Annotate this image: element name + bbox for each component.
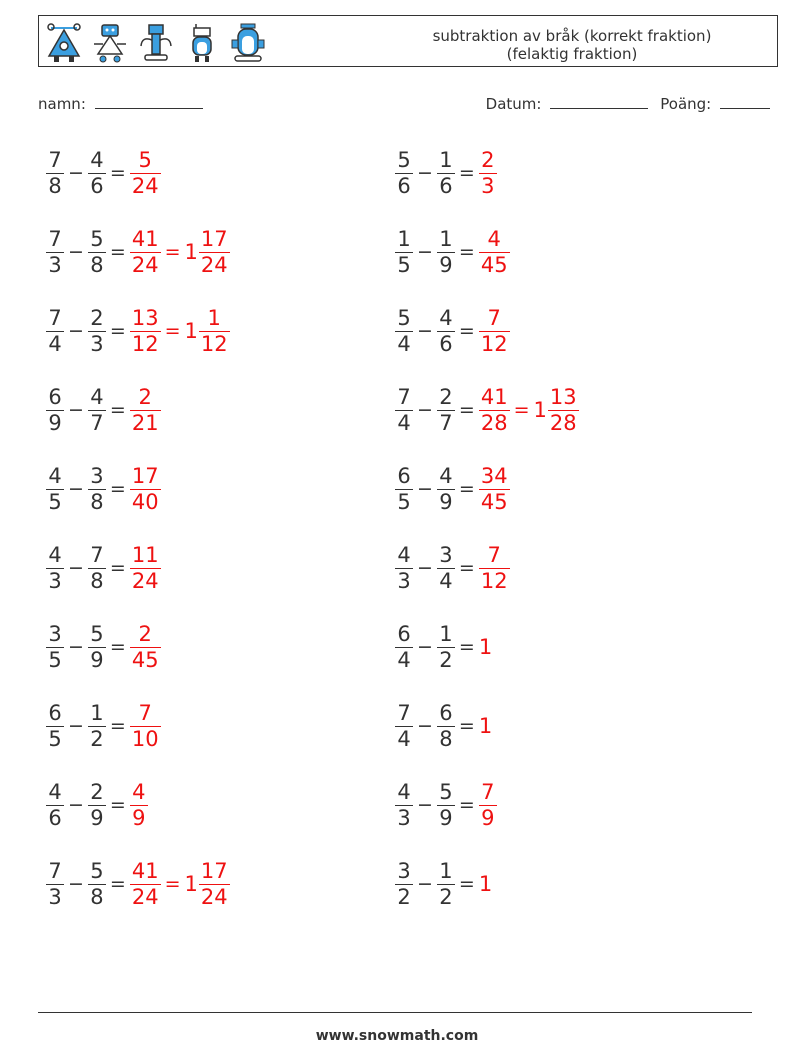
subtrahend-fraction-numerator: 2 — [90, 305, 104, 330]
minuend-fraction-numerator: 7 — [48, 305, 62, 330]
minuend-fraction-denominator: 3 — [48, 568, 62, 593]
subtrahend-fraction-denominator: 8 — [90, 884, 104, 909]
subtrahend-fraction-denominator: 2 — [439, 647, 453, 672]
subtrahend-fraction-numerator: 2 — [90, 779, 104, 804]
minuend-fraction-numerator: 4 — [48, 542, 62, 567]
answer-fraction-numerator: 2 — [481, 147, 495, 172]
minuend-fraction-numerator: 6 — [48, 700, 62, 725]
answer-fraction — [479, 543, 510, 594]
subtrahend-fraction — [437, 859, 455, 910]
answer-equals-sign: = — [164, 873, 181, 895]
mixed-fraction-part-numerator: 17 — [200, 858, 228, 883]
equals-sign: = — [109, 636, 126, 658]
subtrahend-fraction — [88, 227, 106, 278]
subtrahend-fraction-numerator: 5 — [90, 621, 104, 646]
answer-fraction-numerator: 13 — [131, 305, 159, 330]
answer-fraction — [479, 385, 510, 436]
minuend-fraction-denominator: 9 — [48, 410, 62, 435]
answer-whole: 1 — [478, 635, 493, 659]
answer-fraction — [130, 543, 161, 594]
minuend-fraction-denominator: 4 — [397, 647, 411, 672]
problem-item — [395, 143, 497, 203]
subtrahend-fraction-denominator: 9 — [90, 647, 104, 672]
minuend-fraction — [395, 148, 413, 199]
equals-sign: = — [109, 399, 126, 421]
subtrahend-fraction — [88, 464, 106, 515]
subtrahend-fraction-denominator: 9 — [439, 489, 453, 514]
answer-fraction-denominator: 45 — [480, 489, 508, 514]
minuend-fraction-numerator: 4 — [397, 542, 411, 567]
answer-fraction — [130, 859, 161, 910]
subtrahend-fraction-denominator: 9 — [439, 805, 453, 830]
subtrahend-fraction-denominator: 9 — [90, 805, 104, 830]
subtrahend-fraction-numerator: 5 — [90, 858, 104, 883]
problem-item — [46, 617, 161, 677]
answer-fraction-denominator: 24 — [131, 884, 159, 909]
answer-equals-sign: = — [164, 320, 181, 342]
subtrahend-fraction-numerator: 1 — [439, 226, 453, 251]
minuend-fraction — [395, 227, 413, 278]
minuend-fraction-numerator: 3 — [48, 621, 62, 646]
score-label: Poäng: — [660, 95, 712, 113]
mixed-number-answer — [185, 306, 230, 357]
subtrahend-fraction — [437, 622, 455, 673]
equals-sign: = — [109, 557, 126, 579]
subtrahend-fraction-denominator: 7 — [90, 410, 104, 435]
minuend-fraction-numerator: 5 — [397, 147, 411, 172]
robot-icon — [183, 22, 221, 64]
minus-sign: − — [68, 320, 84, 342]
date-blank[interactable] — [550, 94, 648, 109]
answer-fraction-numerator: 5 — [138, 147, 152, 172]
mixed-number-answer — [534, 385, 579, 436]
mixed-fraction-part-denominator: 24 — [200, 252, 228, 277]
answer-fraction-denominator: 24 — [131, 568, 159, 593]
answer-fraction-numerator: 2 — [138, 384, 152, 409]
problem-item — [46, 696, 161, 756]
mixed-number-answer — [185, 227, 230, 278]
minuend-fraction-denominator: 4 — [48, 331, 62, 356]
answer-fraction-denominator: 10 — [131, 726, 159, 751]
mixed-fraction-part-denominator: 12 — [200, 331, 228, 356]
equals-sign: = — [109, 794, 126, 816]
robot-icon — [45, 22, 83, 64]
minuend-fraction-denominator: 4 — [397, 410, 411, 435]
mixed-fraction-part-numerator: 17 — [200, 226, 228, 251]
minuend-fraction — [395, 780, 413, 831]
equals-sign: = — [458, 399, 475, 421]
subtrahend-fraction — [88, 780, 106, 831]
minuend-fraction-numerator: 7 — [48, 858, 62, 883]
subtrahend-fraction-denominator: 8 — [90, 568, 104, 593]
equals-sign: = — [109, 162, 126, 184]
minuend-fraction-numerator: 7 — [48, 226, 62, 251]
minuend-fraction-denominator: 2 — [397, 884, 411, 909]
problem-item — [46, 301, 230, 361]
subtrahend-fraction — [88, 701, 106, 752]
problem-item — [395, 617, 492, 677]
minuend-fraction — [46, 148, 64, 199]
subtrahend-fraction-denominator: 3 — [90, 331, 104, 356]
answer-fraction-denominator: 45 — [131, 647, 159, 672]
minuend-fraction-denominator: 3 — [48, 884, 62, 909]
subtrahend-fraction-numerator: 1 — [90, 700, 104, 725]
equals-sign: = — [458, 557, 475, 579]
minus-sign: − — [417, 399, 433, 421]
answer-fraction-denominator: 3 — [481, 173, 495, 198]
minus-sign: − — [417, 162, 433, 184]
minuend-fraction-denominator: 5 — [397, 489, 411, 514]
answer-fraction-numerator: 34 — [480, 463, 508, 488]
subtrahend-fraction — [88, 543, 106, 594]
date-score-fields — [486, 94, 770, 113]
minuend-fraction-denominator: 3 — [397, 568, 411, 593]
subtrahend-fraction-numerator: 4 — [439, 463, 453, 488]
mixed-whole-part: 1 — [184, 319, 198, 343]
answer-fraction — [479, 780, 497, 831]
subtrahend-fraction — [88, 148, 106, 199]
answer-fraction-numerator: 7 — [487, 542, 501, 567]
subtrahend-fraction — [88, 385, 106, 436]
robot-icons — [45, 22, 267, 64]
answer-fraction-numerator: 7 — [138, 700, 152, 725]
answer-fraction — [130, 385, 161, 436]
subtrahend-fraction-denominator: 4 — [439, 568, 453, 593]
minus-sign: − — [68, 794, 84, 816]
answer-fraction-numerator: 4 — [132, 779, 146, 804]
answer-fraction — [130, 622, 161, 673]
name-field — [38, 94, 203, 113]
score-blank[interactable] — [720, 94, 770, 109]
minuend-fraction — [46, 622, 64, 673]
date-field — [486, 94, 649, 113]
minuend-fraction-numerator: 7 — [48, 147, 62, 172]
answer-fraction — [479, 227, 510, 278]
subtrahend-fraction-numerator: 1 — [439, 858, 453, 883]
subtrahend-fraction — [437, 227, 455, 278]
minuend-fraction-numerator: 6 — [48, 384, 62, 409]
problem-item — [395, 696, 492, 756]
answer-fraction — [130, 148, 161, 199]
mixed-fraction-part-numerator: 1 — [207, 305, 221, 330]
minuend-fraction-denominator: 4 — [397, 331, 411, 356]
answer-fraction-denominator: 40 — [131, 489, 159, 514]
subtrahend-fraction-denominator: 2 — [439, 884, 453, 909]
problem-item — [46, 143, 161, 203]
answer-fraction-numerator: 17 — [131, 463, 159, 488]
answer-fraction — [130, 780, 148, 831]
mixed-fraction-part-denominator: 28 — [549, 410, 577, 435]
answer-fraction-numerator: 2 — [138, 621, 152, 646]
subtrahend-fraction-denominator: 8 — [90, 489, 104, 514]
minuend-fraction-denominator: 8 — [48, 173, 62, 198]
mixed-whole-part: 1 — [184, 240, 198, 264]
score-field — [660, 94, 770, 113]
equals-sign: = — [458, 636, 475, 658]
answer-fraction — [130, 227, 161, 278]
subtrahend-fraction — [437, 464, 455, 515]
mixed-number-answer — [185, 859, 230, 910]
answer-fraction-denominator: 21 — [131, 410, 159, 435]
minuend-fraction — [395, 622, 413, 673]
footer-url: www.snowmath.com — [315, 1028, 479, 1044]
mixed-fraction-part — [199, 859, 230, 910]
minuend-fraction — [46, 306, 64, 357]
answer-fraction-denominator: 24 — [131, 173, 159, 198]
title-line-1: subtraktion av bråk (korrekt fraktion) — [432, 27, 712, 45]
minus-sign: − — [68, 162, 84, 184]
subtrahend-fraction-denominator: 6 — [90, 173, 104, 198]
subtrahend-fraction — [88, 622, 106, 673]
name-blank[interactable] — [95, 94, 203, 109]
answer-fraction — [479, 464, 510, 515]
equals-sign: = — [458, 873, 475, 895]
equals-sign: = — [109, 715, 126, 737]
subtrahend-fraction — [437, 306, 455, 357]
minuend-fraction-denominator: 5 — [48, 489, 62, 514]
answer-fraction-numerator: 41 — [131, 226, 159, 251]
subtrahend-fraction-denominator: 2 — [90, 726, 104, 751]
problem-item — [395, 222, 510, 282]
subtrahend-fraction — [88, 859, 106, 910]
answer-fraction-denominator: 12 — [131, 331, 159, 356]
answer-fraction-numerator: 11 — [131, 542, 159, 567]
robot-icon — [229, 22, 267, 64]
answer-fraction-numerator: 4 — [487, 226, 501, 251]
minuend-fraction-numerator: 5 — [397, 305, 411, 330]
minuend-fraction — [395, 306, 413, 357]
answer-fraction-denominator: 24 — [131, 252, 159, 277]
subtrahend-fraction — [437, 543, 455, 594]
subtrahend-fraction-denominator: 8 — [90, 252, 104, 277]
answer-fraction — [479, 148, 497, 199]
minus-sign: − — [417, 715, 433, 737]
minuend-fraction-numerator: 7 — [397, 700, 411, 725]
answer-fraction-numerator: 7 — [481, 779, 495, 804]
answer-fraction-numerator: 41 — [480, 384, 508, 409]
equals-sign: = — [109, 320, 126, 342]
equals-sign: = — [458, 794, 475, 816]
subtrahend-fraction-numerator: 4 — [90, 147, 104, 172]
answer-fraction — [479, 306, 510, 357]
minus-sign: − — [68, 636, 84, 658]
robot-icon — [137, 22, 175, 64]
subtrahend-fraction — [437, 385, 455, 436]
subtrahend-fraction-denominator: 6 — [439, 331, 453, 356]
subtrahend-fraction — [437, 148, 455, 199]
equals-sign: = — [109, 478, 126, 500]
answer-equals-sign: = — [513, 399, 530, 421]
minus-sign: − — [417, 241, 433, 263]
answer-fraction-denominator: 45 — [480, 252, 508, 277]
subtrahend-fraction-denominator: 7 — [439, 410, 453, 435]
mixed-whole-part: 1 — [184, 872, 198, 896]
answer-whole: 1 — [478, 714, 493, 738]
answer-equals-sign: = — [164, 241, 181, 263]
minuend-fraction — [46, 543, 64, 594]
equals-sign: = — [109, 873, 126, 895]
answer-fraction-numerator: 7 — [487, 305, 501, 330]
minus-sign: − — [68, 399, 84, 421]
subtrahend-fraction — [437, 780, 455, 831]
robot-icon — [91, 22, 129, 64]
minuend-fraction-numerator: 3 — [397, 858, 411, 883]
equals-sign: = — [458, 241, 475, 263]
date-label: Datum: — [485, 95, 542, 113]
minuend-fraction — [46, 780, 64, 831]
subtrahend-fraction-numerator: 7 — [90, 542, 104, 567]
answer-fraction — [130, 464, 161, 515]
worksheet-header — [38, 15, 778, 67]
answer-fraction-denominator: 12 — [480, 331, 508, 356]
minus-sign: − — [417, 873, 433, 895]
minus-sign: − — [417, 478, 433, 500]
minuend-fraction — [46, 859, 64, 910]
mixed-fraction-part-numerator: 13 — [549, 384, 577, 409]
answer-fraction — [130, 306, 161, 357]
minuend-fraction-denominator: 5 — [397, 252, 411, 277]
minuend-fraction — [395, 859, 413, 910]
minus-sign: − — [68, 873, 84, 895]
problem-item — [46, 775, 148, 835]
problem-item — [46, 380, 161, 440]
mixed-fraction-part-denominator: 24 — [200, 884, 228, 909]
subtrahend-fraction-numerator: 2 — [439, 384, 453, 409]
problem-item — [46, 459, 161, 519]
problem-item — [46, 854, 230, 914]
minuend-fraction-numerator: 6 — [397, 621, 411, 646]
subtrahend-fraction-numerator: 5 — [90, 226, 104, 251]
equals-sign: = — [458, 715, 475, 737]
minuend-fraction-denominator: 3 — [48, 252, 62, 277]
problem-item — [46, 222, 230, 282]
minuend-fraction-denominator: 6 — [397, 173, 411, 198]
subtrahend-fraction-numerator: 4 — [439, 305, 453, 330]
subtrahend-fraction-numerator: 4 — [90, 384, 104, 409]
minuend-fraction — [395, 543, 413, 594]
minuend-fraction-denominator: 5 — [48, 647, 62, 672]
name-label: namn: — [38, 95, 86, 113]
minus-sign: − — [68, 715, 84, 737]
problem-item — [46, 538, 161, 598]
answer-fraction — [130, 701, 161, 752]
problem-item — [395, 301, 510, 361]
minus-sign: − — [68, 241, 84, 263]
answer-whole: 1 — [478, 872, 493, 896]
minus-sign: − — [417, 636, 433, 658]
subtrahend-fraction-denominator: 9 — [439, 252, 453, 277]
minuend-fraction-numerator: 7 — [397, 384, 411, 409]
minuend-fraction-numerator: 1 — [397, 226, 411, 251]
subtrahend-fraction-denominator: 6 — [439, 173, 453, 198]
mixed-fraction-part — [548, 385, 579, 436]
title-line-2: (felaktig fraktion) — [506, 45, 638, 63]
problem-item — [395, 854, 492, 914]
answer-fraction-denominator: 9 — [481, 805, 495, 830]
problem-item — [395, 538, 510, 598]
answer-fraction-denominator: 28 — [480, 410, 508, 435]
problem-item — [395, 380, 579, 440]
minuend-fraction-denominator: 5 — [48, 726, 62, 751]
subtrahend-fraction — [437, 701, 455, 752]
equals-sign: = — [458, 162, 475, 184]
subtrahend-fraction-denominator: 8 — [439, 726, 453, 751]
problem-item — [395, 459, 510, 519]
footer-divider — [38, 1012, 752, 1013]
minuend-fraction — [46, 464, 64, 515]
equals-sign: = — [458, 320, 475, 342]
minuend-fraction-numerator: 4 — [397, 779, 411, 804]
minus-sign: − — [417, 557, 433, 579]
minuend-fraction — [46, 385, 64, 436]
mixed-fraction-part — [199, 227, 230, 278]
equals-sign: = — [458, 478, 475, 500]
problem-item — [395, 775, 497, 835]
answer-fraction-denominator: 12 — [480, 568, 508, 593]
minuend-fraction-numerator: 4 — [48, 463, 62, 488]
minuend-fraction-numerator: 4 — [48, 779, 62, 804]
minuend-fraction-denominator: 4 — [397, 726, 411, 751]
answer-fraction-denominator: 9 — [132, 805, 146, 830]
subtrahend-fraction-numerator: 6 — [439, 700, 453, 725]
minuend-fraction — [395, 464, 413, 515]
minuend-fraction — [46, 701, 64, 752]
minuend-fraction — [395, 701, 413, 752]
minuend-fraction — [395, 385, 413, 436]
answer-fraction-numerator: 41 — [131, 858, 159, 883]
minus-sign: − — [68, 557, 84, 579]
subtrahend-fraction-numerator: 3 — [90, 463, 104, 488]
minuend-fraction-numerator: 6 — [397, 463, 411, 488]
worksheet-title — [407, 27, 737, 63]
minus-sign: − — [68, 478, 84, 500]
subtrahend-fraction-numerator: 5 — [439, 779, 453, 804]
minuend-fraction-denominator: 3 — [397, 805, 411, 830]
minuend-fraction — [46, 227, 64, 278]
mixed-whole-part: 1 — [533, 398, 547, 422]
minus-sign: − — [417, 320, 433, 342]
minus-sign: − — [417, 794, 433, 816]
subtrahend-fraction — [88, 306, 106, 357]
subtrahend-fraction-numerator: 3 — [439, 542, 453, 567]
minuend-fraction-denominator: 6 — [48, 805, 62, 830]
equals-sign: = — [109, 241, 126, 263]
mixed-fraction-part — [199, 306, 230, 357]
subtrahend-fraction-numerator: 1 — [439, 147, 453, 172]
subtrahend-fraction-numerator: 1 — [439, 621, 453, 646]
